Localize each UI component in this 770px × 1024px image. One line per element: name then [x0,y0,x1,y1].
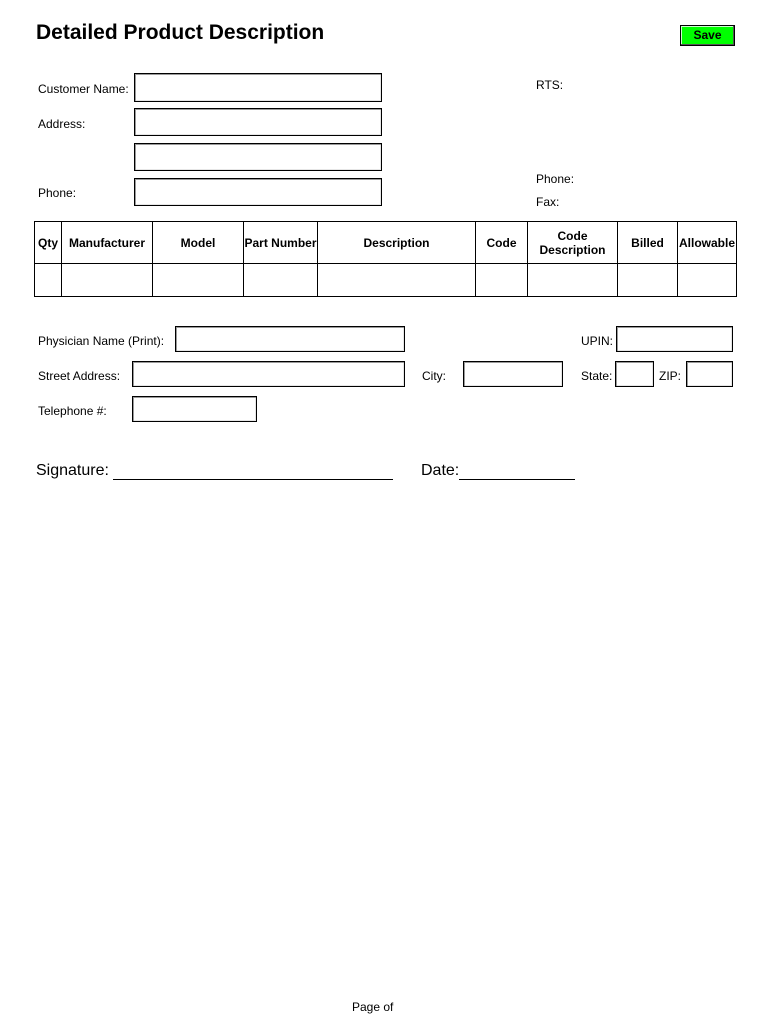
table-cell[interactable] [476,264,528,297]
customer-name-input[interactable] [134,73,382,102]
zip-input[interactable] [686,361,733,387]
column-header: Manufacturer [62,222,153,264]
column-header: Billed [618,222,678,264]
street-address-label: Street Address: [38,369,121,383]
save-button[interactable]: Save [680,25,735,46]
product-table [34,221,737,297]
rts-label: RTS: [536,78,564,92]
telephone-label: Telephone #: [38,404,107,418]
address-line1-input[interactable] [134,108,382,136]
table-cell[interactable] [528,264,618,297]
city-label: City: [422,369,446,383]
table-row [35,264,737,297]
customer-phone-input[interactable] [134,178,382,206]
column-header: Part Number [244,222,318,264]
table-cell[interactable] [244,264,318,297]
customer-phone-label: Phone: [38,186,77,200]
column-header: Qty [35,222,62,264]
physician-name-label: Physician Name (Print): [38,334,165,348]
table-cell[interactable] [62,264,153,297]
address-line2-input[interactable] [134,143,382,171]
page-title: Detailed Product Description [36,21,325,44]
address-label: Address: [38,117,86,131]
date-line[interactable] [459,465,575,480]
table-cell[interactable] [618,264,678,297]
upin-label: UPIN: [581,334,614,348]
column-header: Model [153,222,244,264]
upin-input[interactable] [616,326,733,352]
telephone-input[interactable] [132,396,257,422]
column-header: Code Description [528,222,618,264]
table-cell[interactable] [35,264,62,297]
street-address-input[interactable] [132,361,405,387]
physician-name-input[interactable] [175,326,405,352]
rts-fax-label: Fax: [536,195,560,209]
column-header: Allowable [678,222,737,264]
signature-label: Signature: [36,462,109,479]
rts-phone-label: Phone: [536,172,575,186]
signature-line[interactable] [113,465,393,480]
customer-name-label: Customer Name: [38,82,129,96]
table-cell[interactable] [318,264,476,297]
table-header-row [35,222,737,264]
table-cell[interactable] [678,264,737,297]
column-header: Code [476,222,528,264]
column-header: Description [318,222,476,264]
state-label: State: [581,369,613,383]
table-cell[interactable] [153,264,244,297]
page-number: Page of [352,1000,394,1014]
date-label: Date: [421,462,460,479]
city-input[interactable] [463,361,563,387]
state-input[interactable] [615,361,654,387]
zip-label: ZIP: [659,369,682,383]
